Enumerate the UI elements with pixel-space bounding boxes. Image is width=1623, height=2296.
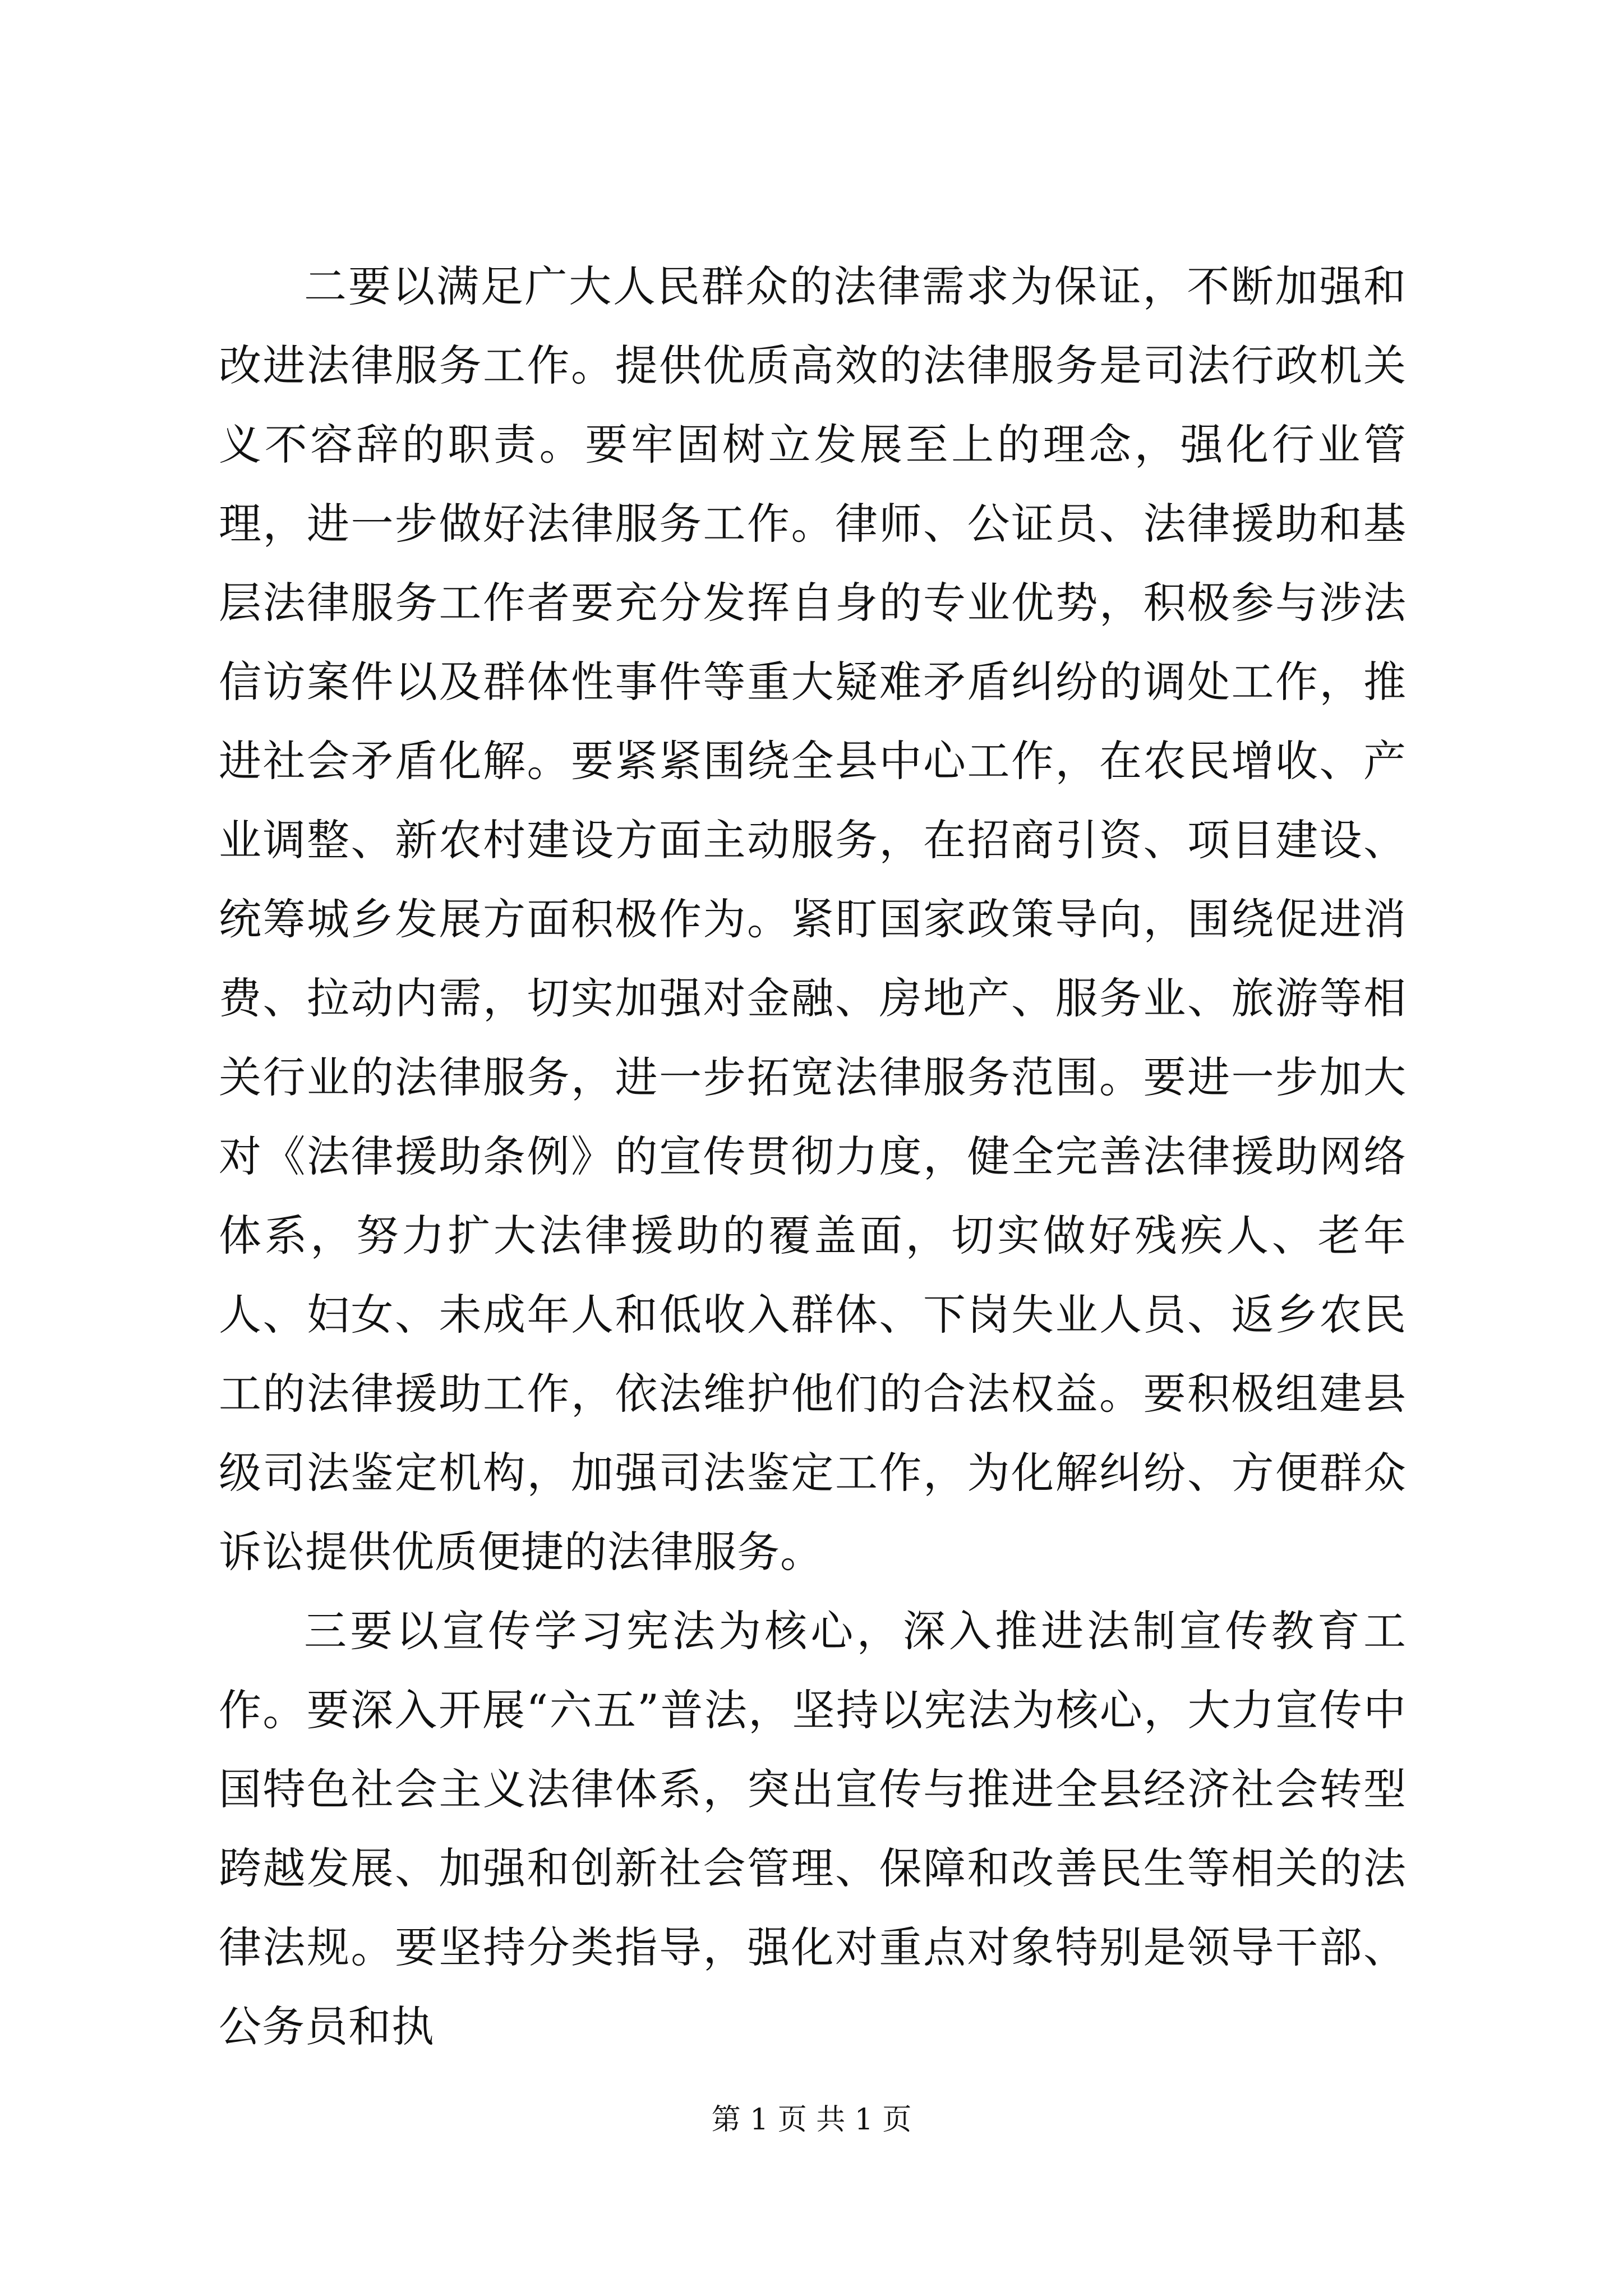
- paragraph-legal-services: 二要以满足广大人民群众的法律需求为保证，不断加强和改进法律服务工作。提供优质高效的法律服务是司法行政机关义不容辞的职责。要牢固树立发展至上的理念，强化行业管理，进一步做好法律服务工作。律师、公证员、法律援助和基层法律服务工作者要充分发挥自身的专业优势，积极参与涉法信访案件以及群体性事件等重大疑难矛盾纠纷的调处工作，推进社会矛盾化解。要紧紧围绕全县中心工作，在农民增收、产业调整、新农村建设方面主动服务，在招商引资、项目建设、统筹城乡发展方面积极作为。紧盯国家政策导向，围绕促进消费、拉动内需，切实加强对金融、房地产、服务业、旅游等相关行业的法律服务，进一步拓宽法律服务范围。要进一步加大对《法律援助条例》的宣传贯彻力度，健全完善法律援助网络体系，努力扩大法律援助的覆盖面，切实做好残疾人、老年人、妇女、未成年人和低收入群体、下岗失业人员、返乡农民工的法律援助工作，依法维护他们的合法权益。要积极组建县级司法鉴定机构，加强司法鉴定工作，为化解纠纷、方便群众诉讼提供优质便捷的法律服务。: [219, 261, 1407, 1577]
- page-footer: 第 1 页 共 1 页: [711, 2103, 912, 2137]
- document-body: [219, 247, 1407, 2066]
- paragraph-legal-education: 三要以宣传学习宪法为核心，深入推进法制宣传教育工作。要深入开展“六五”普法，坚持以宪法为核心，大力宣传中国特色社会主义法律体系，突出宣传与推进全县经济社会转型跨越发展、加强和创新社会管理、保障和改善民生等相关的法律法规。要坚持分类指导，强化对重点对象特别是领导干部、公务员和执: [219, 1606, 1407, 2051]
